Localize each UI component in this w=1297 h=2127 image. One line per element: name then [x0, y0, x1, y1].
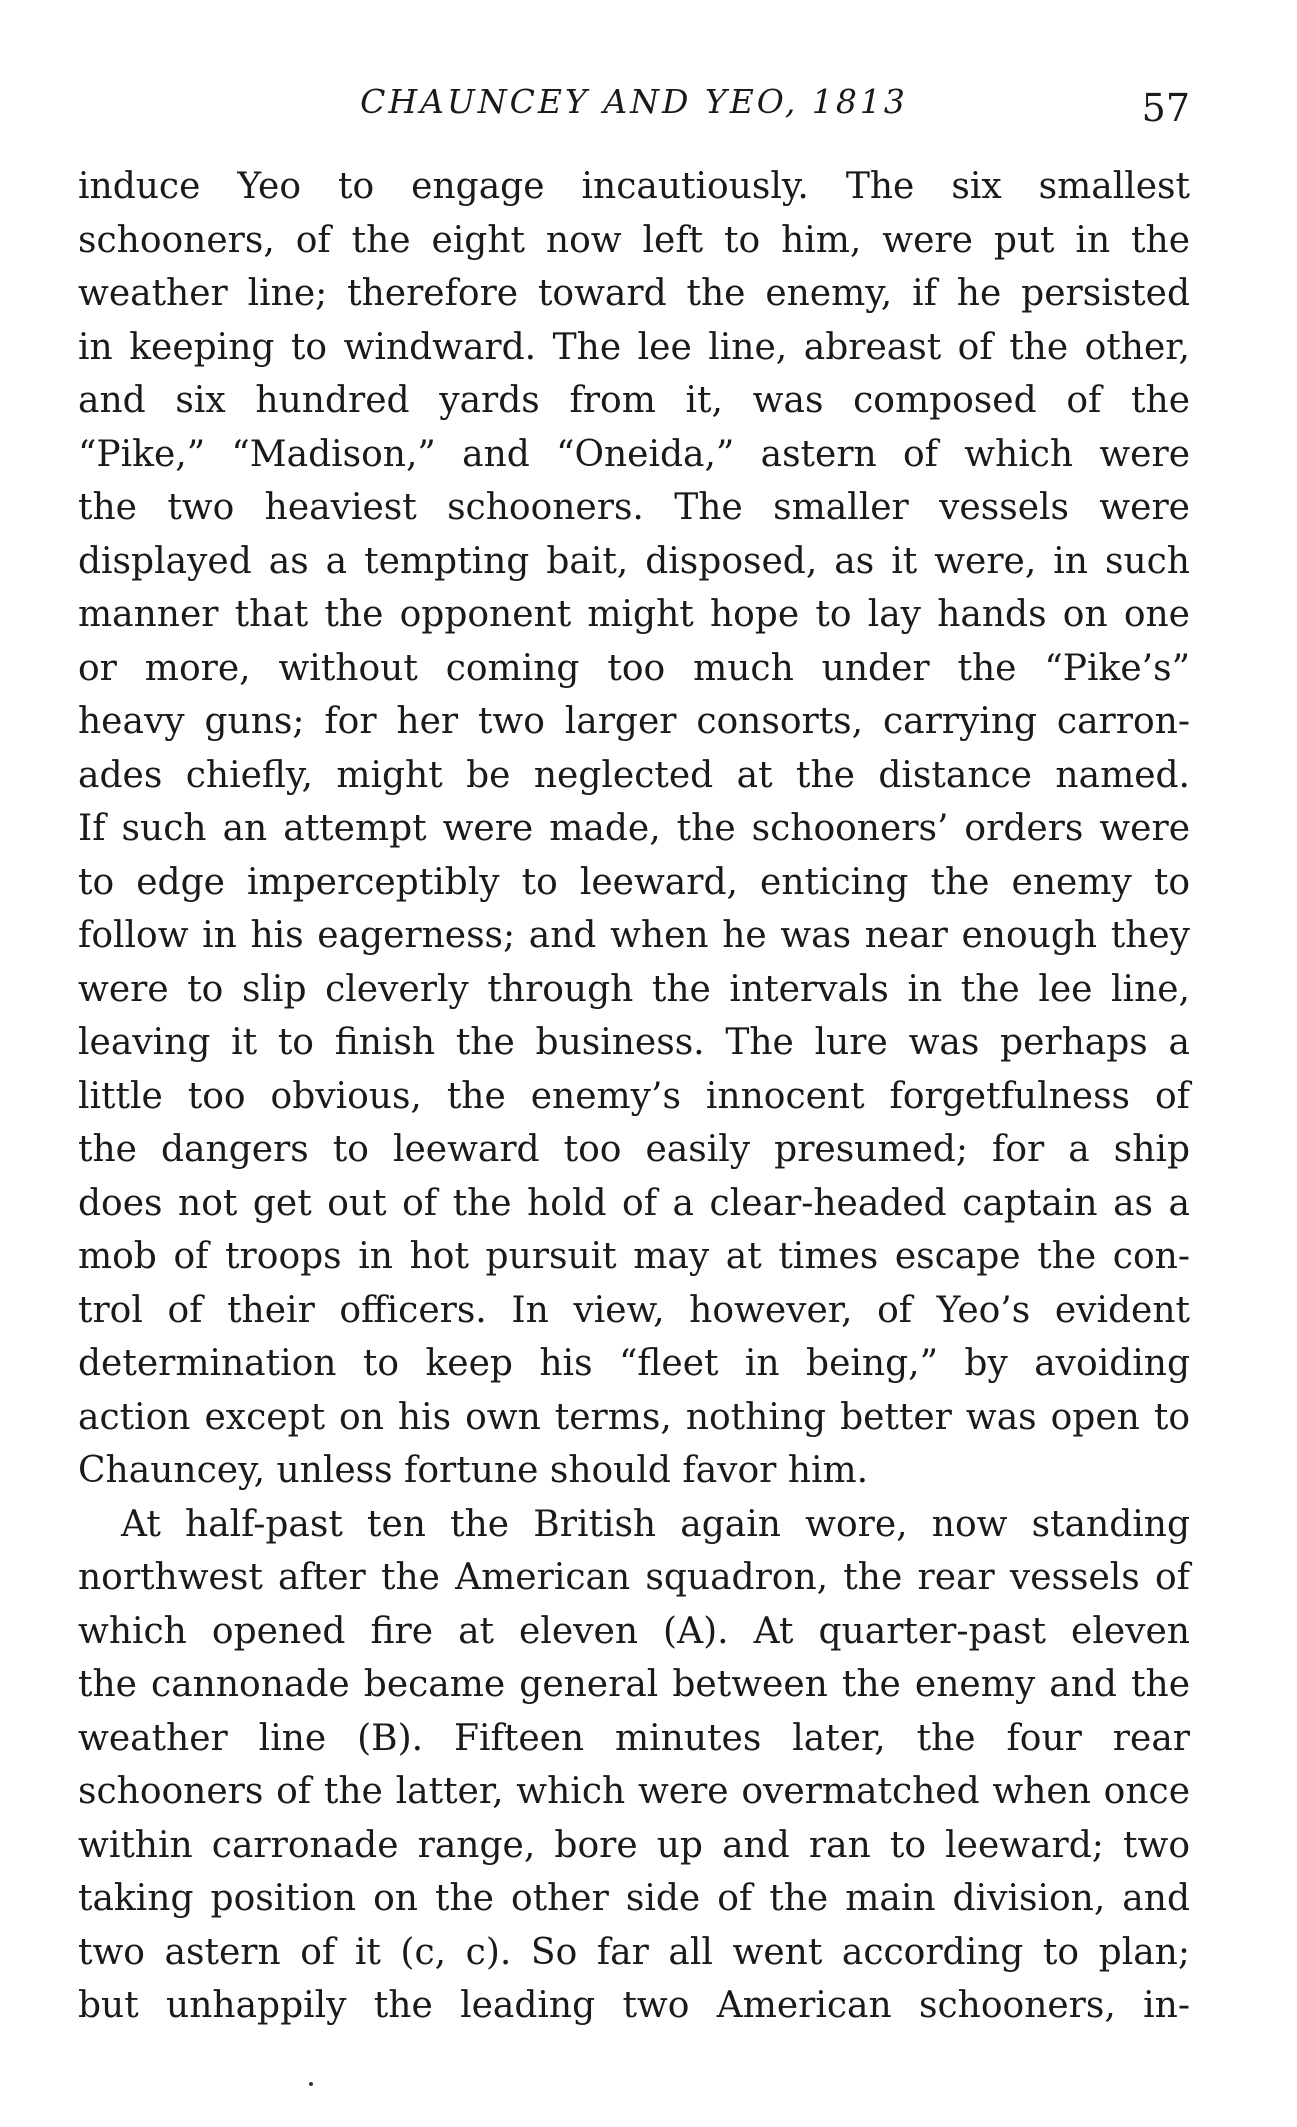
text-line: If such an attempt were made, the schooners’ orders were: [78, 808, 1190, 849]
text-line: At half-past ten the British again wore, now standing: [121, 1503, 1190, 1545]
text-line: “Pike,” “Madison,” and “Oneida,” astern of which were: [78, 433, 1190, 475]
text-line: schooners of the latter, which were overmatched when once: [78, 1771, 1190, 1812]
text-line: leaving it to finish the business. The lure was perhaps a: [78, 1022, 1190, 1063]
text-line: within carronade range, bore up and ran to leeward; two: [78, 1824, 1190, 1866]
text-line: but unhappily the leading two American schooners, in-: [78, 1985, 1190, 2026]
body-text: [78, 160, 1190, 2033]
text-line: little too obvious, the enemy’s innocent forgetfulness of: [78, 1075, 1190, 1117]
text-line: ades chiefly, might be neglected at the distance named.: [78, 754, 1190, 796]
text-line: two astern of it (c, c). So far all went according to plan;: [78, 1931, 1190, 1973]
text-line: heavy guns; for her two larger consorts, carrying carron-: [78, 701, 1190, 742]
text-line: action except on his own terms, nothing better was open to: [78, 1396, 1190, 1438]
text-line: taking position on the other side of the main division, and: [78, 1878, 1190, 1919]
printing-mark: [309, 2082, 313, 2086]
text-line: were to slip cleverly through the intervals in the lee line,: [78, 968, 1190, 1010]
page-number: 57: [1141, 86, 1190, 130]
text-line: to edge imperceptibly to leeward, enticing the enemy to: [78, 861, 1190, 903]
text-line: displayed as a tempting bait, disposed, as it were, in such: [78, 540, 1190, 582]
page-header: [78, 82, 1190, 132]
text-line: in keeping to windward. The lee line, abreast of the other,: [78, 326, 1190, 368]
text-line: manner that the opponent might hope to lay hands on one: [78, 594, 1190, 635]
text-line: the cannonade became general between the enemy and the: [78, 1664, 1190, 1705]
text-line: Chauncey, unless fortune should favor him.: [78, 1450, 869, 1491]
text-line: and six hundred yards from it, was composed of the: [78, 380, 1190, 421]
text-line: schooners, of the eight now left to him, were put in the: [78, 219, 1190, 261]
running-head: CHAUNCEY AND YEO, 1813: [360, 82, 908, 121]
text-line: mob of troops in hot pursuit may at times escape the con-: [78, 1236, 1190, 1277]
text-line: which opened fire at eleven (A). At quarter-past eleven: [78, 1610, 1190, 1652]
text-line: determination to keep his “fleet in being,” by avoiding: [78, 1343, 1190, 1384]
text-line: northwest after the American squadron, the rear vessels of: [78, 1557, 1190, 1598]
text-line: weather line (B). Fifteen minutes later, the four rear: [78, 1717, 1190, 1759]
text-line: trol of their officers. In view, however, of Yeo’s evident: [78, 1289, 1190, 1331]
paragraph: [78, 160, 1190, 1498]
paragraph: [78, 1498, 1190, 2033]
text-line: follow in his eagerness; and when he was near enough they: [78, 915, 1190, 956]
text-line: does not get out of the hold of a clear-headed captain as a: [78, 1182, 1190, 1224]
text-line: induce Yeo to engage incautiously. The six smallest: [78, 166, 1190, 207]
text-line: or more, without coming too much under the “Pike’s”: [78, 647, 1190, 689]
text-line: the dangers to leeward too easily presumed; for a ship: [78, 1129, 1190, 1170]
text-line: weather line; therefore toward the enemy, if he persisted: [78, 273, 1190, 314]
text-line: the two heaviest schooners. The smaller vessels were: [78, 487, 1190, 528]
